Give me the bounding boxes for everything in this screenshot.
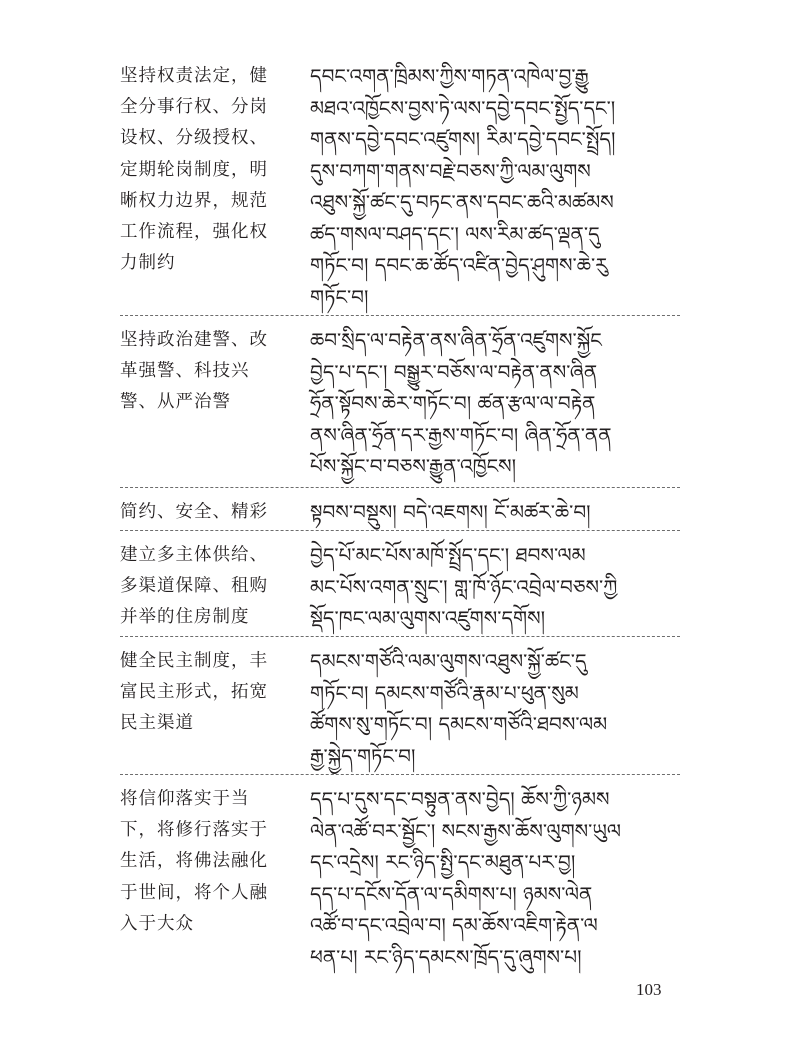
- chinese-term: 坚持权责法定，健 全分事行权、分岗 设权、分级授权、 定期轮岗制度，明 晰权力边界，规范 工作流程，强化权 力制约: [120, 66, 268, 274]
- entry-divider: [120, 487, 680, 488]
- tibetan-translation: བྱེད་པོ་མང་པོས་མཁོ་སྤྲོད་དང་། ཐབས་ལམ མང་པོས་འགན་སྲུང་། གླ་ཁོ་ཉོང་འབྲེལ་བཅས་ཀྱི སྡོད་ཁང་ལམ་ལུགས་འཛུགས་དགོས།: [310, 543, 618, 630]
- tibetan-translation: དད་པ་དུས་དང་བསྟུན་ནས་བྱེད། ཆོས་ཀྱི་ཉམས ལེན་འཚོ་བར་སྦྱོང་། སངས་རྒྱས་ཆོས་ལུགས་ཡུལ དང་འདྲེས། རང་ཉིད་སྤྱི་དང་མཐུན་པར་བྱ། དད་པ་དངོས་དོན་ལ་དམིགས་པ། ཉམས་ལེན འཚོ་བ་དང་འབྲེལ་བ། དམ་ཆོས་འཇིག་རྟེན་ལ ཕན་པ། རང་ཉིད་དམངས་ཁྲོད་དུ་ཞུགས་པ།: [310, 787, 621, 969]
- entry-divider: [120, 636, 680, 637]
- entry-divider: [120, 315, 680, 316]
- chinese-term: 建立多主体供给、 多渠道保障、租购 并举的住房制度: [120, 545, 268, 628]
- page-number: 103: [636, 980, 662, 999]
- tibetan-translation: སྟབས་བསྡུས། བདེ་འཇགས། ངོ་མཚར་ཆེ་བ།: [310, 500, 591, 524]
- tibetan-translation: དམངས་གཙོའི་ལམ་ལུགས་འཐུས་སྐྱོ་ཚང་དུ གཏོང་བ། དམངས་གཙོའི་རྣམ་པ་ཕུན་སུམ ཚོགས་སུ་གཏོང་བ། དམངས་གཙོའི་ཐབས་ལམ རྒྱ་སྐྱེད་གཏོང་བ།: [310, 649, 608, 768]
- tibetan-translation: དབང་འགན་ཁྲིམས་ཀྱིས་གཏན་འཁེལ་བྱ་རྒྱུ མཐའ་འཁྱོངས་བྱས་ཏེ་ལས་དབྱེ་དབང་སྤྱོད་དང་། གནས་དབྱེ་དབང་འཛུགས། རིམ་དབྱེ་དབང་སྤྲོད། དུས་བཀག་གནས་བརྗེ་བཅས་ཀྱི་ལམ་ལུགས འཐུས་སྐྱོ་ཚང་དུ་བཏང་ནས་དབང་ཆའི་མཚམས ཚད་གསལ་བཤད་དང་། ལས་རིམ་ཚད་ལྡན་དུ གཏོང་བ། དབང་ཆ་ཚོད་འཛིན་བྱེད་ཤུགས་ཆེ་རུ གཏོང་བ།: [310, 64, 616, 309]
- chinese-term: 将信仰落实于当 下，将修行落实于 生活，将佛法融化 于世间，将个人融 入于大众: [120, 789, 268, 934]
- entry-divider: [120, 774, 680, 775]
- chinese-term: 坚持政治建警、改 革强警、科技兴 警、从严治警: [120, 330, 268, 413]
- chinese-term: 健全民主制度，丰 富民主形式，拓宽 民主渠道: [120, 651, 268, 734]
- tibetan-translation: ཆབ་སྲིད་ལ་བརྟེན་ནས་ཞིན་ཧྲོན་འཛུགས་སྐྱོང བྱེད་པ་དང་། བསྒྱུར་བཅོས་ལ་བརྟེན་ནས་ཞིན ཧྲོན་སྟོབས་ཆེར་གཏོང་བ། ཚན་རྩལ་ལ་བརྟེན ནས་ཞིན་ཧྲོན་དར་རྒྱས་གཏོང་བ། ཞིན་ཧྲོན་ནན པོས་སྐྱོང་བ་བཅས་རྒྱུན་འཁྱོངས།: [310, 328, 612, 478]
- entry-divider: [120, 530, 680, 531]
- chinese-term: 简约、安全、精彩: [120, 502, 268, 522]
